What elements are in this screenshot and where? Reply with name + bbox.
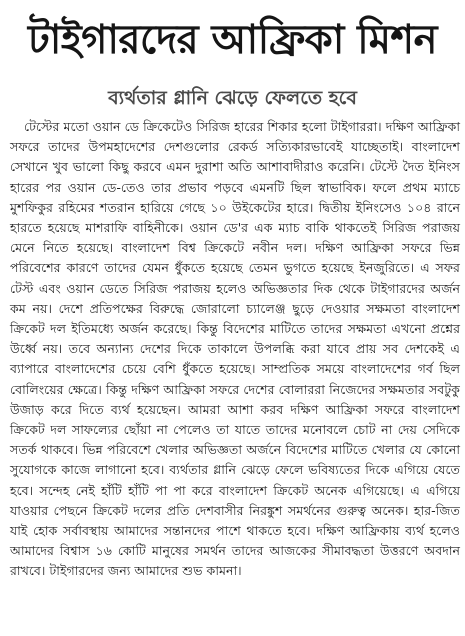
article-body: টেস্টের মতো ওয়ান ডে ক্রিকেটেও সিরিজ হারের শিকার হলো টাইগাররা। দক্ষিণ আফ্রিকা সফরে তাদের উপমহাদেশের দেশগুলোর রেকর্ড সত্যিকারভাবেই যাচ্ছেতাই। বাংলাদেশ সেখানে খুব ভালো কিছু করবে এমন দুরাশা অতি আশাবাদীরাও করেনি। টেস্টে দৈত ইনিংস হারের পর ওয়ান ডে-তেও তার প্রভাব পড়বে এমনটি ছিল স্বাভাবিক। ফলে প্রথম ম্যাচে মুশফিকুর রহিমের শতরান হারিয়ে গেছে ১০ উইকেটের হারে। দ্বিতীয় ইনিংসেও ১০৪ রানে হারতে হয়েছে মাশরাফি বাহিনীকে। ওয়ান ডে'র এক ম্যাচ বাকি থাকতেই সিরিজ পরাজয় মেনে নিতে হয়েছে। বাংলাদেশ বিশ্ব ক্রিকেটে নবীন দল। দক্ষিণ আফ্রিকা সফরে ভিন্ন পরিবেশের কারণে তাদের যেমন ধুঁকতে হয়েছে তেমন ভুগতে হয়েছে ইনজুরিতে। এ সফর টেস্ট এবং ওয়ান ডেতে সিরিজ পরাজয় হলেও অভিজ্ঞতার দিক থেকে টাইগারদের অর্জন কম নয়। দেশে প্রতিপক্ষের বিরুদ্ধে জোরালো চ্যালেঞ্জ ছুড়ে দেওয়ার সক্ষমতা বাংলাদেশ ক্রিকেট দল ইতিমধ্যে অর্জন করেছে। কিন্তু বিদেশের মাটিতে তাদের সক্ষমতা এখনো প্রশ্নের উর্ধ্বে নয়। তবে অন্যান্য দেশের দিকে তাকালে উপলব্ধি করা যাবে প্রায় সব দেশকেই এ ব্যাপারে বাংলাদেশের চেয়ে বেশি ধুঁকতে হয়েছে। সাম্প্রতিক সময়ে বাংলাদেশের গর্ব ছিল বোলিংয়ের ক্ষেত্রে। কিন্তু দক্ষিণ আফ্রিকা সফরে দেশের বোলাররা নিজেদের সক্ষমতার সবটুকু উজাড় করে দিতে ব্যর্থ হয়েছেন। আমরা আশা করব দক্ষিণ আফ্রিকা সফরে বাংলাদেশ ক্রিকেট দল সাফল্যের ছোঁয়া না পেলেও তা যাতে তাদের মনোবলে চোট না দেয় সেদিকে সতর্ক থাকবে। ভিন্ন পরিবেশে খেলার অভিজ্ঞতা অর্জনে বিদেশের মাটিতে খেলার যে কোনো সুযোগকে কাজে লাগানো হবে। ব্যর্থতার গ্লানি ঝেড়ে ফেলে ভবিষ্যতের দিকে এগিয়ে যেতে হবে। সন্দেহ নেই হাঁটি হাঁটি পা পা করে বাংলাদেশ ক্রিকেট অনেক এগিয়েছে। এ এগিয়ে যাওয়ার পেছনে ক্রিকেট দলের প্রতি দেশবাসীর নিরঙ্কুশ সমর্থনের গুরুত্ব অনেক। হার-জিত যাই হোক সর্বাবস্থায় আমাদের সন্তানদের পাশে থাকতে হবে। দক্ষিণ আফ্রিকায় ব্যর্থ হলেও আমাদের বিশ্বাস ১৬ কোটি মানুষের সমর্থন তাদের আজকের সীমাবদ্ধতা উত্তরণে অবদান রাখবে। টাইগারদের জন্য আমাদের শুভ কামনা। — [10, 119, 460, 579]
article-subheadline: ব্যর্থতার গ্লানি ঝেড়ে ফেলতে হবে — [108, 87, 357, 109]
article-headline: টাইগারদের আফ্রিকা মিশন — [28, 17, 437, 63]
cropped-previous-text — [0, 0, 465, 7]
